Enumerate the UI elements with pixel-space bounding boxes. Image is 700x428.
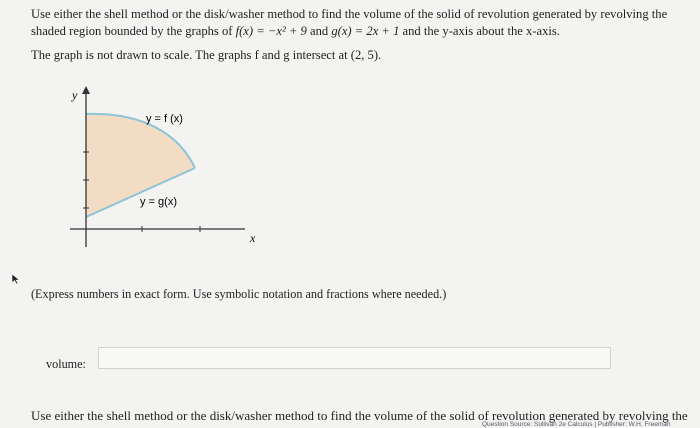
mouse-cursor-icon <box>11 273 21 285</box>
g-definition: g(x) = 2x + 1 <box>331 24 400 38</box>
volume-input[interactable] <box>98 347 611 369</box>
y-axis-arrow-icon <box>82 86 90 94</box>
f-curve-label: y = f (x) <box>146 113 183 125</box>
problem-line-2-and: and <box>306 24 332 38</box>
next-problem-text: Use either the shell method or the disk/washer method to find the volume of the solid of revolution generated by revolving the <box>31 408 688 423</box>
f-definition: f(x) = −x² + 9 <box>235 24 307 38</box>
problem-line-2-start: shaded region bounded by the graphs of <box>31 24 236 38</box>
problem-line-2-end: and the y-axis about the x-axis. <box>399 24 560 38</box>
problem-line-1: Use either the shell method or the disk/washer method to find the volume of the solid of revolution generated by revolving the <box>31 7 668 21</box>
volume-label: volume: <box>46 357 86 371</box>
y-axis-label: y <box>72 88 78 102</box>
answer-instructions: (Express numbers in exact form. Use symbolic notation and fractions where needed.) <box>31 287 447 301</box>
problem-statement <box>31 6 671 64</box>
x-axis-label: x <box>250 231 256 245</box>
problem-line-2 <box>31 23 671 40</box>
question-source: Question Source: Sullivan 2e Calculus | Publisher: W.H. Freeman <box>482 421 671 428</box>
graph-note: The graph is not drawn to scale. The graphs f and g intersect at (2, 5). <box>31 48 382 62</box>
region-graph <box>60 82 280 252</box>
g-line-label: y = g(x) <box>140 196 177 208</box>
